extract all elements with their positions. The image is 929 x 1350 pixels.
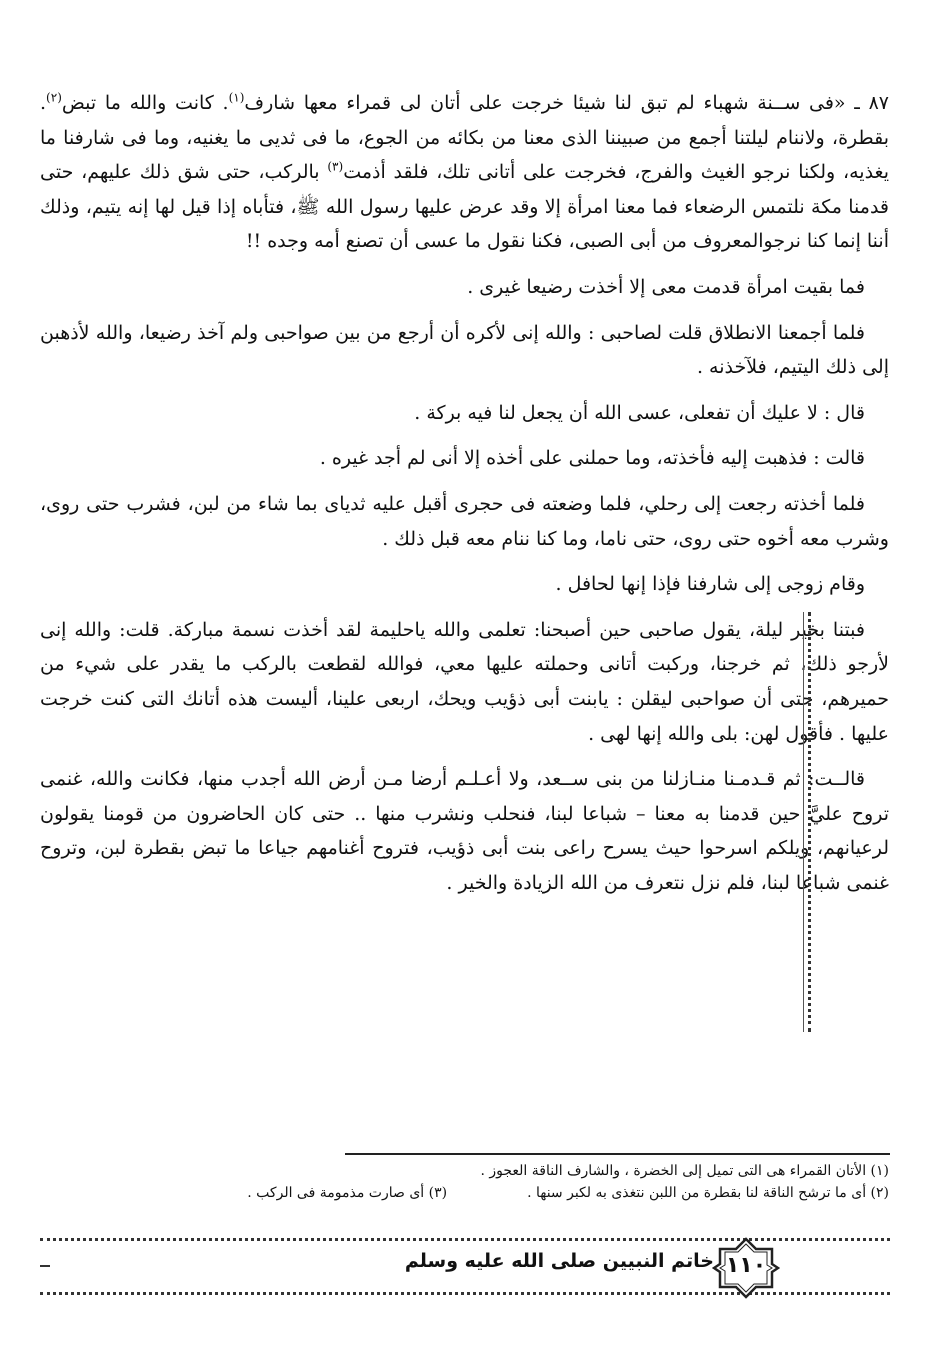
footnote-3: (٣) أى صارت مذمومة فى الركب . <box>247 1185 448 1201</box>
paragraph-text: . بقطرة، ولاننام ليلتنا أجمع من صبيننا الذى معنا من بكائه من الجوع، ما فى ثديى ما يغنيه، وما فى شارفنا ما يغذيه، ولكنا نرجو الغيث والفرج، فخرجت على أتانى تلك، فلقد أذمت <box>40 92 890 184</box>
paragraph: وقام زوجى إلى شارفنا فإذا إنها لحافل . <box>555 573 865 596</box>
paragraph: فلما أخذته رجعت إلى رحلي، فلما وضعته فى حجرى أقبل عليه ثدياى بما شاء من لبن، فشرب حتى روى، وشرب معه أخوه حتى روى، حتى ناما، وما كنا ننام معه قبل ذلك . <box>40 492 889 550</box>
footnote-ref-1[interactable]: (١) <box>228 90 245 105</box>
paragraph-text: بالركب، حتى شق ذلك عليهم، حتى قدمنا مكة نلتمس الرضعاء فما معنا امرأة إلا وقد عرض عليها رسول الله ﷺ، فتأباه إذا قيل لها إنه يتيم، وذلك أننا إنما كنا نرجوالمعروف من أبى الصبى، فكنا نقول ما عسى أن تصنع أمه وجده !! <box>40 161 889 253</box>
paragraph-87 <box>40 86 889 259</box>
footnote-2: (٢) أى ما ترشح الناقة لنا بقطرة من اللبن نتغذى به لكبر سنها . <box>527 1185 889 1201</box>
paragraph: فبتنا بخير ليلة، يقول صاحبى حين أصبحنا: تعلمى والله ياحليمة لقد أخذت نسمة مباركة. قلت: والله إنى لأرجو ذلك، ثم خرجنا، وركبت أتانى وحملته عليها معي، فوالله لقطعت بالركب ما يقدر على شيء من حميرهم، حتى أن صواحبى ليقلن : يابنت أبى ذؤيب ويحك، اربعى علينا، أليست هذه أتانك التى كنت خرجت عليها . فأقول لهن: بلى والله إنها لهى . <box>40 618 889 745</box>
margin-dotted-rule <box>808 612 811 1032</box>
footnote-1: (١) الأتان القمراء هى التى تميل إلى الخضرة ، والشارف الناقة العجوز . <box>480 1163 889 1179</box>
footnote-line-2 <box>40 1182 889 1204</box>
footnote-divider <box>345 1153 890 1155</box>
book-title: خاتم النبيين صلى الله عليه وسلم <box>50 1250 718 1272</box>
footnote-ref-3[interactable]: (٣) <box>327 159 344 174</box>
footnote-line-1 <box>40 1160 889 1182</box>
paragraph: قالــت: ثم قـدمـنا منـازلنا من بنى ســعد، ولا أعـلـم أرضا مـن أرض الله أجدب منها، فكانت والله، غنمى تروح عليَّ حين قدمنا به معنا – شباعا لبنا، فنحلب ونشرب منها .. حتى كان الحاضرون من قومنا يقولون لرعيانهم، ويلكم اسرحوا حيث يسرح راعى بنت أبى ذؤيب، فتروح أغنامهم جياعا ما تبض بقطرة لبن، وتروح غنمى شباعا لبنا، فلم نزل نتعرف من الله الزيادة والخير . <box>40 768 889 894</box>
paragraph: قالت : فذهبت إليه فأخذته، وما حملنى على أخذه إلا أنى لم أجد غيره . <box>319 447 865 470</box>
paragraph-text: ٨٧ ـ «فى ســنة شهباء لم تبق لنا شيئا خرجت على أتان لى قمراء معها شارف <box>244 92 889 114</box>
paragraph: قال : لا عليك أن تفعلى، عسى الله أن يجعل لنا فيه بركة . <box>414 401 865 424</box>
footnotes <box>40 1160 889 1204</box>
margin-solid-rule <box>803 612 804 1032</box>
paragraph-text: . كانت والله ما تبض <box>61 92 229 114</box>
main-text <box>40 86 889 911</box>
page-number: ١١٠ <box>725 1253 767 1278</box>
paragraph: فما بقيت امرأة قدمت معى إلا أخذت رضيعا غيرى . <box>467 275 865 298</box>
paragraph: فلما أجمعنا الانطلاق قلت لصاحبى : والله إنى لأكره أن أرجع من بين صواحبى ولم آخذ رضيعا، والله لأذهبن إلى ذلك اليتيم، فلآخذنه . <box>40 321 889 379</box>
footnote-ref-2[interactable]: (٢) <box>46 90 62 105</box>
